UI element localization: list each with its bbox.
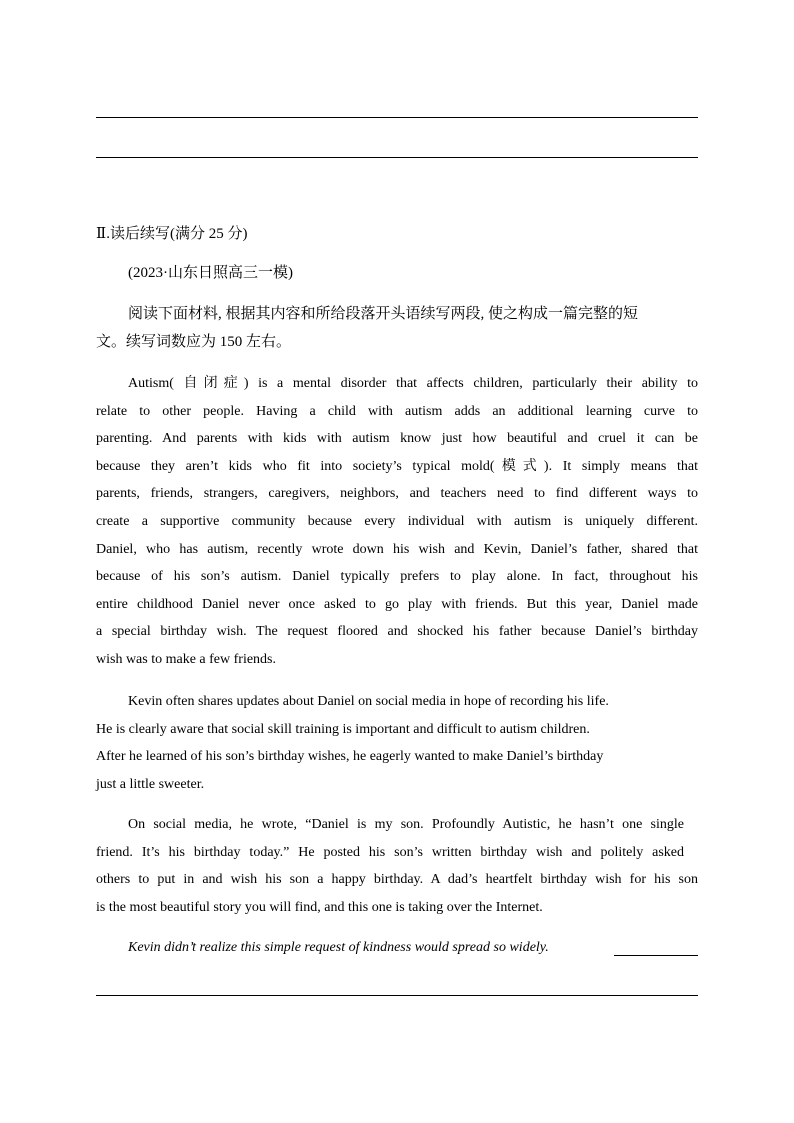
- passage-paragraph-1: [96, 370, 698, 674]
- source-note: (2023·山东日照高三一模): [128, 265, 293, 281]
- passage-line: wish was to make a few friends.: [96, 651, 277, 667]
- writing-line-3: [96, 995, 698, 996]
- passage-line: relate to other people. Having a child with autism adds an additional learning curve to: [96, 403, 698, 419]
- passage-line: friend. It’s his birthday today.” He posted his son’s written birthday wish and politely asked: [96, 844, 684, 860]
- passage-line: entire childhood Daniel never once asked to go play with friends. But this year, Daniel made: [96, 596, 698, 612]
- passage-line: Kevin often shares updates about Daniel on social media in hope of recording his life.: [128, 694, 609, 709]
- instruction-line-1: 阅读下面材料, 根据其内容和所给段落开头语续写两段, 使之构成一篇完整的短: [128, 306, 639, 322]
- answer-blank[interactable]: [614, 955, 698, 956]
- passage-line: others to put in and wish his son a happy birthday. A dad’s heartfelt birthday wish for his son: [96, 872, 698, 888]
- passage-line: just a little sweeter.: [96, 776, 205, 792]
- passage-line: parenting. And parents with kids with autism know just how beautiful and cruel it can be: [96, 431, 698, 447]
- section-heading: Ⅱ.读后续写(满分 25 分): [96, 226, 248, 242]
- passage-line: parents, friends, strangers, caregivers, neighbors, and teachers need to find different ways to: [96, 486, 698, 502]
- passage-paragraph-2: [96, 688, 698, 798]
- passage-line: He is clearly aware that social skill training is important and difficult to autism children.: [96, 721, 590, 737]
- passage-line: On social media, he wrote, “Daniel is my son. Profoundly Autistic, he hasn’t one single: [128, 817, 684, 832]
- passage-line: Autism( 自闭症) is a mental disorder that affects children, particularly their ability to: [128, 376, 698, 391]
- passage-line: a special birthday wish. The request floored and shocked his father because Daniel’s birthday: [96, 624, 698, 640]
- passage-line: After he learned of his son’s birthday wishes, he eagerly wanted to make Daniel’s birthday: [96, 749, 604, 765]
- passage-line: because they aren’t kids who fit into society’s typical mold(模式). It simply means that: [96, 458, 698, 474]
- passage-line: is the most beautiful story you will find, and this one is taking over the Internet.: [96, 899, 543, 915]
- continuation-prompt: Kevin didn’t realize this simple request of kindness would spread so widely.: [128, 940, 549, 955]
- passage-line: create a supportive community because every individual with autism is uniquely different.: [96, 513, 698, 529]
- passage-line: because of his son’s autism. Daniel typically prefers to play alone. In fact, throughout his: [96, 569, 698, 585]
- writing-line-2: [96, 157, 698, 158]
- passage-paragraph-3: [96, 811, 698, 921]
- writing-line-1: [96, 117, 698, 118]
- instruction-line-2: 文。续写词数应为 150 左右。: [96, 334, 292, 350]
- passage-line: Daniel, who has autism, recently wrote down his wish and Kevin, Daniel’s father, shared that: [96, 541, 698, 557]
